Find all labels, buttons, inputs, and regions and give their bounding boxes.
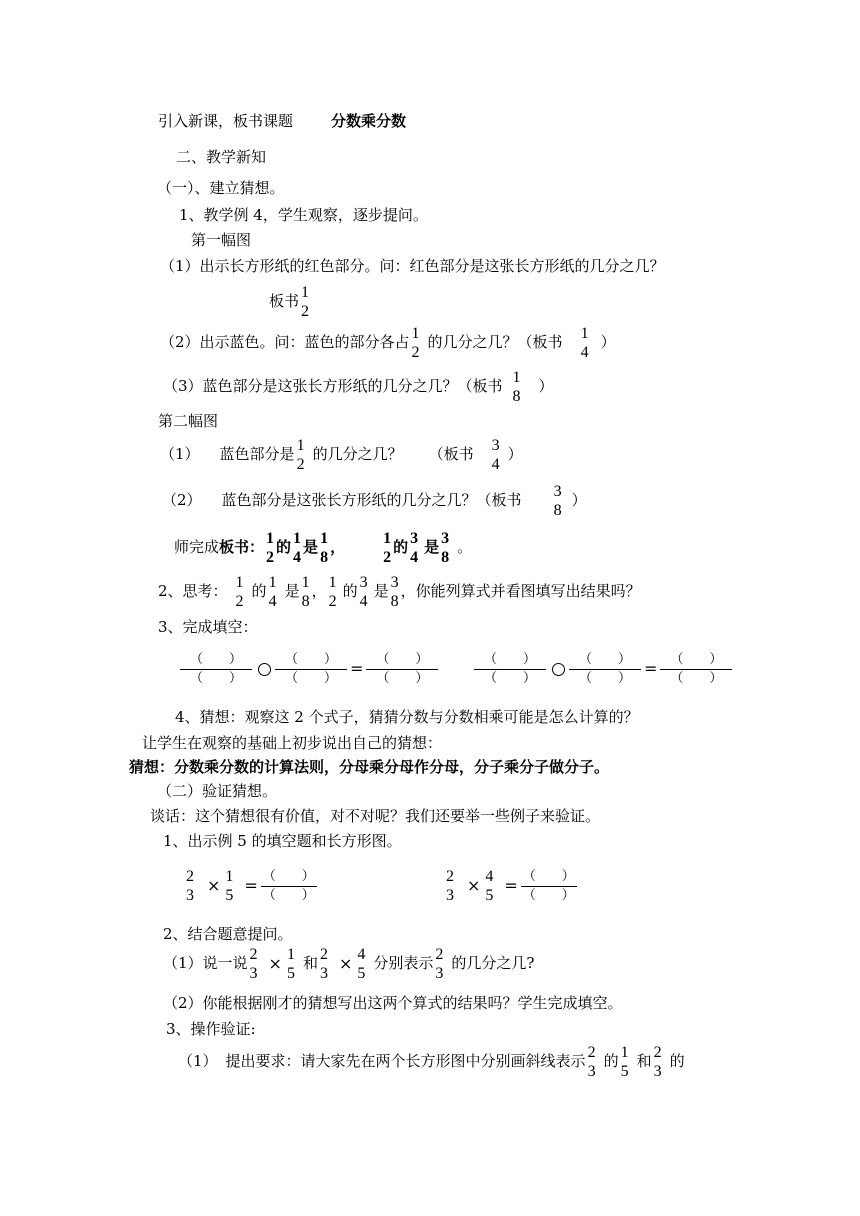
fraction-half: 1 2 bbox=[301, 284, 310, 320]
fraction-two-thirds: 2 3 bbox=[319, 946, 328, 982]
blank-fraction[interactable]: （ ） （ ） bbox=[275, 651, 347, 688]
fraction-two-thirds: 2 3 bbox=[186, 868, 194, 904]
fraction-half: 1 2 bbox=[296, 437, 305, 473]
intro-text: 引入新课，板书课题 bbox=[158, 112, 294, 130]
times-sign: × bbox=[207, 876, 221, 895]
fraction-three-quarters: 3 4 bbox=[410, 530, 419, 566]
blank-fraction[interactable]: （ ） （ ） bbox=[660, 651, 732, 688]
equals-sign: = bbox=[504, 876, 518, 895]
fraction-quarter: 1 4 bbox=[268, 574, 277, 610]
fraction-one-fifth: 1 5 bbox=[286, 946, 295, 982]
requirement-line: （1） 提出要求：请大家先在两个长方形图中分别画斜线表示 2 3 的 1 5 和 2 3 的 bbox=[178, 1044, 685, 1080]
times-sign: × bbox=[467, 876, 481, 895]
verify-heading: 3、操作验证: bbox=[166, 1020, 256, 1038]
blank-fraction[interactable]: （ ） （ ） bbox=[569, 651, 641, 688]
equals-sign: = bbox=[350, 659, 364, 678]
blank-fraction[interactable]: （ ） （ ） bbox=[262, 868, 315, 903]
question-3-line: （3）蓝色部分是这张长方形纸的几分之几？（板书 1 8 ） bbox=[163, 369, 554, 405]
think-line: 2、思考： 1 2 的 1 4 是 1 8 ， 1 2 的 3 4 是 3 8 ，你能列算式并看图填写出结果吗？ bbox=[158, 574, 641, 610]
subsection-heading-1: （一）、建立猜想。 bbox=[157, 179, 285, 197]
question-1-line: （1）出示长方形纸的红色部分。问：红色部分是这张长方形纸的几分之几？ bbox=[160, 257, 665, 275]
fraction-two-thirds: 2 3 bbox=[249, 946, 258, 982]
fill-blank-heading: 3、完成填空： bbox=[158, 618, 258, 636]
fraction-half: 1 2 bbox=[411, 325, 420, 361]
fraction-quarter: 1 4 bbox=[293, 530, 302, 566]
fraction-eighth: 1 8 bbox=[301, 574, 310, 610]
talk-line: 谈话：这个猜想很有价值，对不对呢？我们还要举一些例子来验证。 bbox=[150, 807, 601, 825]
fraction-four-fifths: 4 5 bbox=[485, 868, 494, 904]
question-2-line: （2）出示蓝色。问：蓝色的部分各占 1 2 的几分之几？（板书 1 4 ） bbox=[160, 325, 616, 361]
blank-fraction[interactable]: （ ） （ ） bbox=[180, 651, 252, 688]
board-note-half bbox=[269, 282, 311, 321]
fraction-four-fifths: 4 5 bbox=[357, 946, 366, 982]
example-5-expression-left bbox=[184, 864, 317, 907]
fill-blank-expression-left bbox=[180, 648, 438, 689]
say-line: （1）说一说 2 3 × 1 5 和 2 3 × 4 5 分别表示 2 3 的几分之几? bbox=[163, 942, 534, 985]
times-sign: × bbox=[268, 954, 282, 973]
fraction-two-thirds: 2 3 bbox=[446, 868, 454, 904]
board-label: 板书 bbox=[269, 292, 300, 310]
fraction-half: 1 2 bbox=[235, 574, 244, 610]
equals-sign: = bbox=[244, 876, 258, 895]
lesson-title: 分数乘分数 bbox=[331, 112, 407, 130]
blank-fraction[interactable]: （ ） （ ） bbox=[366, 651, 438, 688]
example-5-line: 1、出示例 5 的填空题和长方形图。 bbox=[163, 832, 402, 850]
intro-line bbox=[158, 111, 406, 131]
fraction-three-quarters: 3 4 bbox=[491, 437, 500, 473]
fraction-eighth: 1 8 bbox=[320, 530, 329, 566]
section-heading-2: 二、教学新知 bbox=[176, 148, 267, 166]
fraction-one-fifth: 1 5 bbox=[225, 868, 234, 904]
fraction-half: 1 2 bbox=[383, 530, 392, 566]
example-5-expression-right bbox=[444, 864, 577, 907]
write-result-line: （2）你能根据刚才的猜想写出这两个算式的结果吗？学生完成填空。 bbox=[163, 994, 623, 1012]
combine-question-heading: 2、结合题意提问。 bbox=[163, 925, 293, 943]
times-sign: × bbox=[338, 954, 353, 973]
step-1-line: 1、教学例 4，学生观察，逐步提问。 bbox=[179, 206, 428, 224]
fraction-three-eighths: 3 8 bbox=[553, 483, 562, 519]
fraction-quarter: 1 4 bbox=[580, 325, 589, 361]
figure-2-question-1: （1） 蓝色部分是 1 2 的几分之几？ （板书 3 4 ） bbox=[160, 437, 523, 473]
fraction-three-eighths: 3 8 bbox=[441, 530, 450, 566]
fraction-two-thirds: 2 3 bbox=[653, 1044, 662, 1080]
figure-1-label: 第一幅图 bbox=[191, 231, 252, 249]
student-prompt-line: 让学生在观察的基础上初步说出自己的猜想： bbox=[142, 734, 443, 752]
fraction-three-eighths: 3 8 bbox=[390, 574, 399, 610]
fraction-two-thirds: 2 3 bbox=[587, 1044, 596, 1080]
fraction-three-quarters: 3 4 bbox=[359, 574, 368, 610]
fraction-eighth: 1 8 bbox=[512, 369, 521, 405]
conjecture-prompt-line: 4、猜想：观察这 2 个式子，猜猜分数与分数相乘可能是怎么计算的？ bbox=[175, 708, 639, 726]
conjecture-rule: 猜想：分数乘分数的计算法则，分母乘分母作分母，分子乘分子做分子。 bbox=[129, 758, 610, 776]
fill-blank-expression-right bbox=[474, 648, 732, 689]
fraction-half: 1 2 bbox=[328, 574, 337, 610]
operator-circle[interactable] bbox=[552, 663, 565, 676]
board-summary-line: 师完成板书： 1 2 的 1 4 是 1 8 ， 1 2 的 3 4 是 3 8 。 bbox=[174, 530, 473, 566]
fraction-two-thirds: 2 3 bbox=[435, 946, 444, 982]
subsection-heading-2: （二）验证猜想。 bbox=[157, 782, 278, 800]
blank-fraction[interactable]: （ ） （ ） bbox=[522, 868, 575, 903]
figure-2-question-2: （2） 蓝色部分是这张长方形纸的几分之几？（板书 3 8 ） bbox=[162, 483, 587, 519]
figure-2-label: 第二幅图 bbox=[158, 412, 219, 430]
blank-fraction[interactable]: （ ） （ ） bbox=[474, 651, 546, 688]
operator-circle[interactable] bbox=[258, 663, 271, 676]
equals-sign: = bbox=[644, 659, 658, 678]
fraction-half: 1 2 bbox=[266, 530, 275, 566]
fraction-one-fifth: 1 5 bbox=[620, 1044, 629, 1080]
